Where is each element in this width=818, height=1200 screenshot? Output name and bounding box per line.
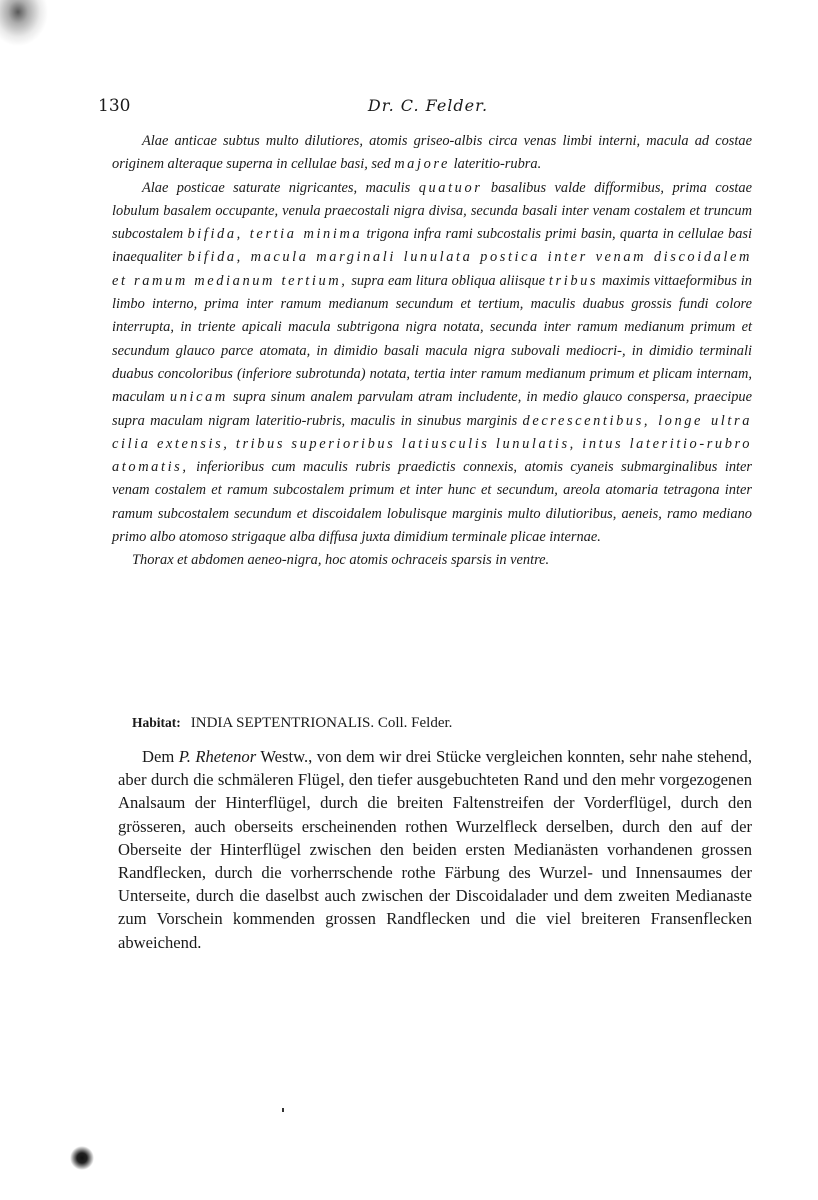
text-run: inferioribus cum maculis rubris praedictis connexis, atomis cyaneis submarginalibus inter venam costalem et ramum subcostalem primum et inter hunc et secundum, areola atomaria tetragona inter ramum subcostalem secundum et discoidalem lobulisque marginis multo dilutioribus, aeneis, ramo mediano primo albo atomoso strigaque alba diffusa juxta dimidium terminale plicae internae. (112, 459, 752, 546)
text-run: maximis vittaeformibus in limbo interno, prima inter ramum medianum secundum et tertium, maculis duabus grossis fundi colore interrupta, in triente apicali macula subtrigona nigra notata, secunda inter ramum medianum primum et secundum glauco parce atomata, in dimidio basali macula nigra subovali mediocri-, in dimidio terminali duabus concoloribus (inferiore subrotunda) notata, tertia inter ramum medianum primum et plicam internam, maculam (112, 272, 752, 406)
habitat-text: INDIA SEPTENTRIONALIS. Coll. Felder. (190, 715, 453, 731)
habitat-line (132, 712, 752, 734)
spaced-text-run: tribus (548, 272, 599, 289)
latin-paragraph-hindwing (112, 177, 752, 550)
german-text (118, 745, 752, 954)
text-run: basalibus valde difformibus, prima costae lobulum basalem occupante, venula praecostali nigra divisa, secunda basali inter venam costalem et truncum subcostalem (112, 179, 753, 243)
latin-paragraph-forewing (112, 130, 752, 177)
spaced-text-run: decrescentibus, longe ultra cilia extensis, tribus superioribus latiusculis lunulatis, intus lateritio-rubro atomatis, (112, 412, 752, 476)
text-run: lateritio-rubra. (450, 156, 542, 173)
german-comparison-paragraph (118, 745, 752, 954)
page-header (98, 96, 758, 122)
text-run: Alae anticae subtus multo dilutiores, atomis griseo-albis circa venas limbi interni, macula ad costae originem alteraque superna in cellulae basi, sed (112, 133, 752, 173)
spaced-text-run: unicam (169, 389, 228, 406)
page-number: 130 (98, 96, 131, 116)
spaced-text-run: majore (394, 156, 451, 173)
spaced-text-run: bifida, macula marginali lunulata postica inter venam discoidalem et ramum medianum tertium, (112, 249, 752, 289)
running-title: Dr. C. Felder. (367, 96, 489, 115)
species-name: P. Rhetenor (178, 747, 257, 766)
habitat-label: Habitat: (132, 715, 181, 730)
spaced-text-run: quatuor (418, 179, 483, 196)
text-run: Alae posticae saturate nigricantes, maculis (142, 179, 419, 196)
latin-paragraph-body: Thorax et abdomen aeneo-nigra, hoc atomis ochraceis sparsis in ventre. (132, 552, 550, 569)
text-run: supra eam litura obliqua aliisque (347, 272, 549, 289)
ink-speck (282, 1108, 284, 1112)
ink-blot-top-left (0, 0, 48, 46)
text-run: Westw., von dem wir drei Stücke vergleichen konnten, sehr nahe stehend, aber durch die schmäleren Flügel, den tiefer ausgebuchteten Rand und den mehr vorgezogenen Analsaum der Hinterflügel, durch die breiten Faltenstreifen der Vorderflügel, durch den grösseren, auch oberseits erscheinenden rothen Wurzelfleck derselben, durch den auf der Oberseite der Hinterflügel zwischen den beiden ersten Medianästen vorhandenen grossen Randflecken, durch die vorherrschende rothe Färbung des Wurzel- und Innensaumes der Unterseite, durch die daselbst auch zwischen der Discoidalader und dem zweiten Medianaste zum Vorschein kommenden grossen Randflecken und die viel breiteren Fransenflecken abweichend. (118, 747, 752, 952)
text-run: supra sinum analem parvulam atram includente, in medio glauco conspersa, praecipue supra maculam nigram lateritio-rubris, maculis in sinubus marginis (112, 389, 752, 429)
ink-blot-bottom-left (70, 1146, 94, 1170)
text-run: trigona infra rami subcostalis primi basin, quarta in cellulae basi inaequaliter (112, 226, 752, 266)
latin-description (112, 130, 752, 573)
spaced-text-run: bifida, tertia minima (187, 226, 363, 243)
text-run: Dem (142, 747, 179, 766)
